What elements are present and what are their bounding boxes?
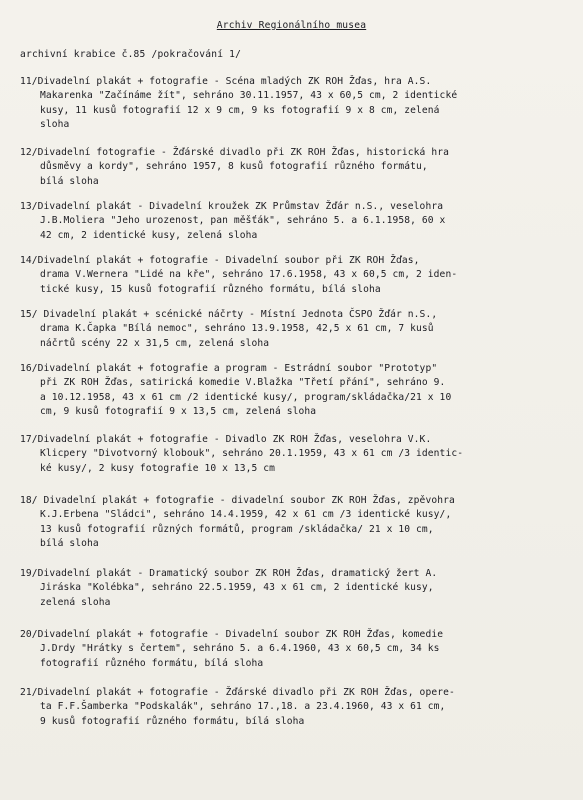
entry-line: bílá sloha bbox=[40, 175, 99, 187]
entry-line: Jiráska "Kolébka", sehráno 22.5.1959, 43 x 61 cm, 2 identické kusy, bbox=[40, 582, 434, 594]
entry-line: 14/Divadelní plakát + fotografie - Divadelní soubor při ZK ROH Žďas, bbox=[20, 255, 420, 266]
entry-line: Makarenka "Začínáme žít", sehráno 30.11.1957, 43 x 60,5 cm, 2 identické bbox=[40, 90, 458, 102]
entry-line: J.Drdy "Hrátky s čertem", sehráno 5. a 6.4.1960, 43 x 60,5 cm, 34 ks bbox=[40, 643, 440, 655]
entry-13 bbox=[20, 200, 580, 243]
entry-line: zelená sloha bbox=[40, 596, 111, 608]
entry-line: 12/Divadelní fotografie - Žďárské divadlo při ZK ROH Žďas, historická hra bbox=[20, 147, 449, 158]
entry-line: Klicpery "Divotvorný klobouk", sehráno 20.1.1959, 43 x 61 cm /3 identic- bbox=[40, 448, 464, 460]
entry-line: tické kusy, 15 kusů fotografií různého formátu, bílá sloha bbox=[40, 283, 381, 295]
entry-line: 11/Divadelní plakát + fotografie - Scéna mladých ZK ROH Žďas, hra A.S. bbox=[20, 76, 432, 87]
entry-line: 21/Divadelní plakát + fotografie - Žďárské divadlo při ZK ROH Žďas, opere- bbox=[20, 687, 455, 698]
entry-line: fotografií různého formátu, bílá sloha bbox=[40, 657, 264, 669]
entry-line: 16/Divadelní plakát + fotografie a program - Estrádní soubor "Prototyp" bbox=[20, 363, 438, 374]
entry-line: drama K.Čapka "Bílá nemoc", sehráno 13.9.1958, 42,5 x 61 cm, 7 kusů bbox=[40, 323, 434, 335]
entry-20 bbox=[20, 628, 580, 671]
entry-line: J.B.Moliera "Jeho urozenost, pan měšťák", sehráno 5. a 6.1.1958, 60 x bbox=[40, 215, 446, 227]
document-title bbox=[0, 20, 583, 31]
entry-line: 20/Divadelní plakát + fotografie - Divadelní soubor ZK ROH Žďas, komedie bbox=[20, 629, 444, 640]
entry-line: 17/Divadelní plakát + fotografie - Divadlo ZK ROH Žďas, veselohra V.K. bbox=[20, 434, 432, 445]
entry-line: ké kusy/, 2 kusy fotografie 10 x 13,5 cm bbox=[40, 462, 276, 474]
entry-line: drama V.Wernera "Lidé na kře", sehráno 17.6.1958, 43 x 60,5 cm, 2 iden- bbox=[40, 269, 458, 281]
entry-line: bílá sloha bbox=[40, 538, 99, 550]
entry-line: K.J.Erbena "Sládci", sehráno 14.4.1959, 42 x 61 cm /3 identické kusy/, bbox=[40, 509, 452, 521]
entry-line: cm, 9 kusů fotografií 9 x 13,5 cm, zelená sloha bbox=[40, 406, 317, 418]
entry-line: 18/ Divadelní plakát + fotografie - divadelní soubor ZK ROH Žďas, zpěvohra bbox=[20, 495, 455, 506]
entry-15 bbox=[20, 308, 580, 351]
entry-11 bbox=[20, 75, 580, 133]
entry-line: 9 kusů fotografií různého formátu, bílá sloha bbox=[40, 715, 305, 727]
entry-18 bbox=[20, 494, 580, 552]
entry-19 bbox=[20, 567, 580, 610]
entry-line: důsměvy a kordy", sehráno 1957, 8 kusů fotografií různého formátu, bbox=[40, 161, 428, 173]
entry-14 bbox=[20, 254, 580, 297]
entry-line: sloha bbox=[40, 119, 70, 131]
entry-12 bbox=[20, 146, 580, 189]
entry-17 bbox=[20, 433, 580, 476]
entry-line: náčrtů scény 22 x 31,5 cm, zelená sloha bbox=[40, 337, 270, 349]
entry-21 bbox=[20, 686, 580, 729]
entry-line: 42 cm, 2 identické kusy, zelená sloha bbox=[40, 229, 258, 241]
entry-line: 15/ Divadelní plakát + scénické náčrty - Místní Jednota ČSPO Žďár n.S., bbox=[20, 309, 438, 320]
box-subtitle: archivní krabice č.85 /pokračování 1/ bbox=[20, 49, 242, 60]
entry-16 bbox=[20, 362, 580, 420]
entry-line: 13 kusů fotografií různých formátů, program /skládačka/ 21 x 10 cm, bbox=[40, 523, 434, 535]
entry-line: kusy, 11 kusů fotografií 12 x 9 cm, 9 ks fotografií 9 x 8 cm, zelená bbox=[40, 104, 440, 116]
entry-line: a 10.12.1958, 43 x 61 cm /2 identické kusy/, program/skládačka/21 x 10 bbox=[40, 391, 452, 403]
entry-line: při ZK ROH Žďas, satirická komedie V.Blažka "Třetí přání", sehráno 9. bbox=[40, 377, 446, 389]
entry-line: ta F.F.Šamberka "Podskalák", sehráno 17.,18. a 23.4.1960, 43 x 61 cm, bbox=[40, 701, 446, 713]
entry-line: 19/Divadelní plakát - Dramatický soubor ZK ROH Žďas, dramatický žert A. bbox=[20, 568, 438, 579]
title-text: Archiv Regionálního musea bbox=[216, 20, 367, 31]
entry-line: 13/Divadelní plakát - Divadelní kroužek ZK Průmstav Žďár n.S., veselohra bbox=[20, 201, 444, 212]
